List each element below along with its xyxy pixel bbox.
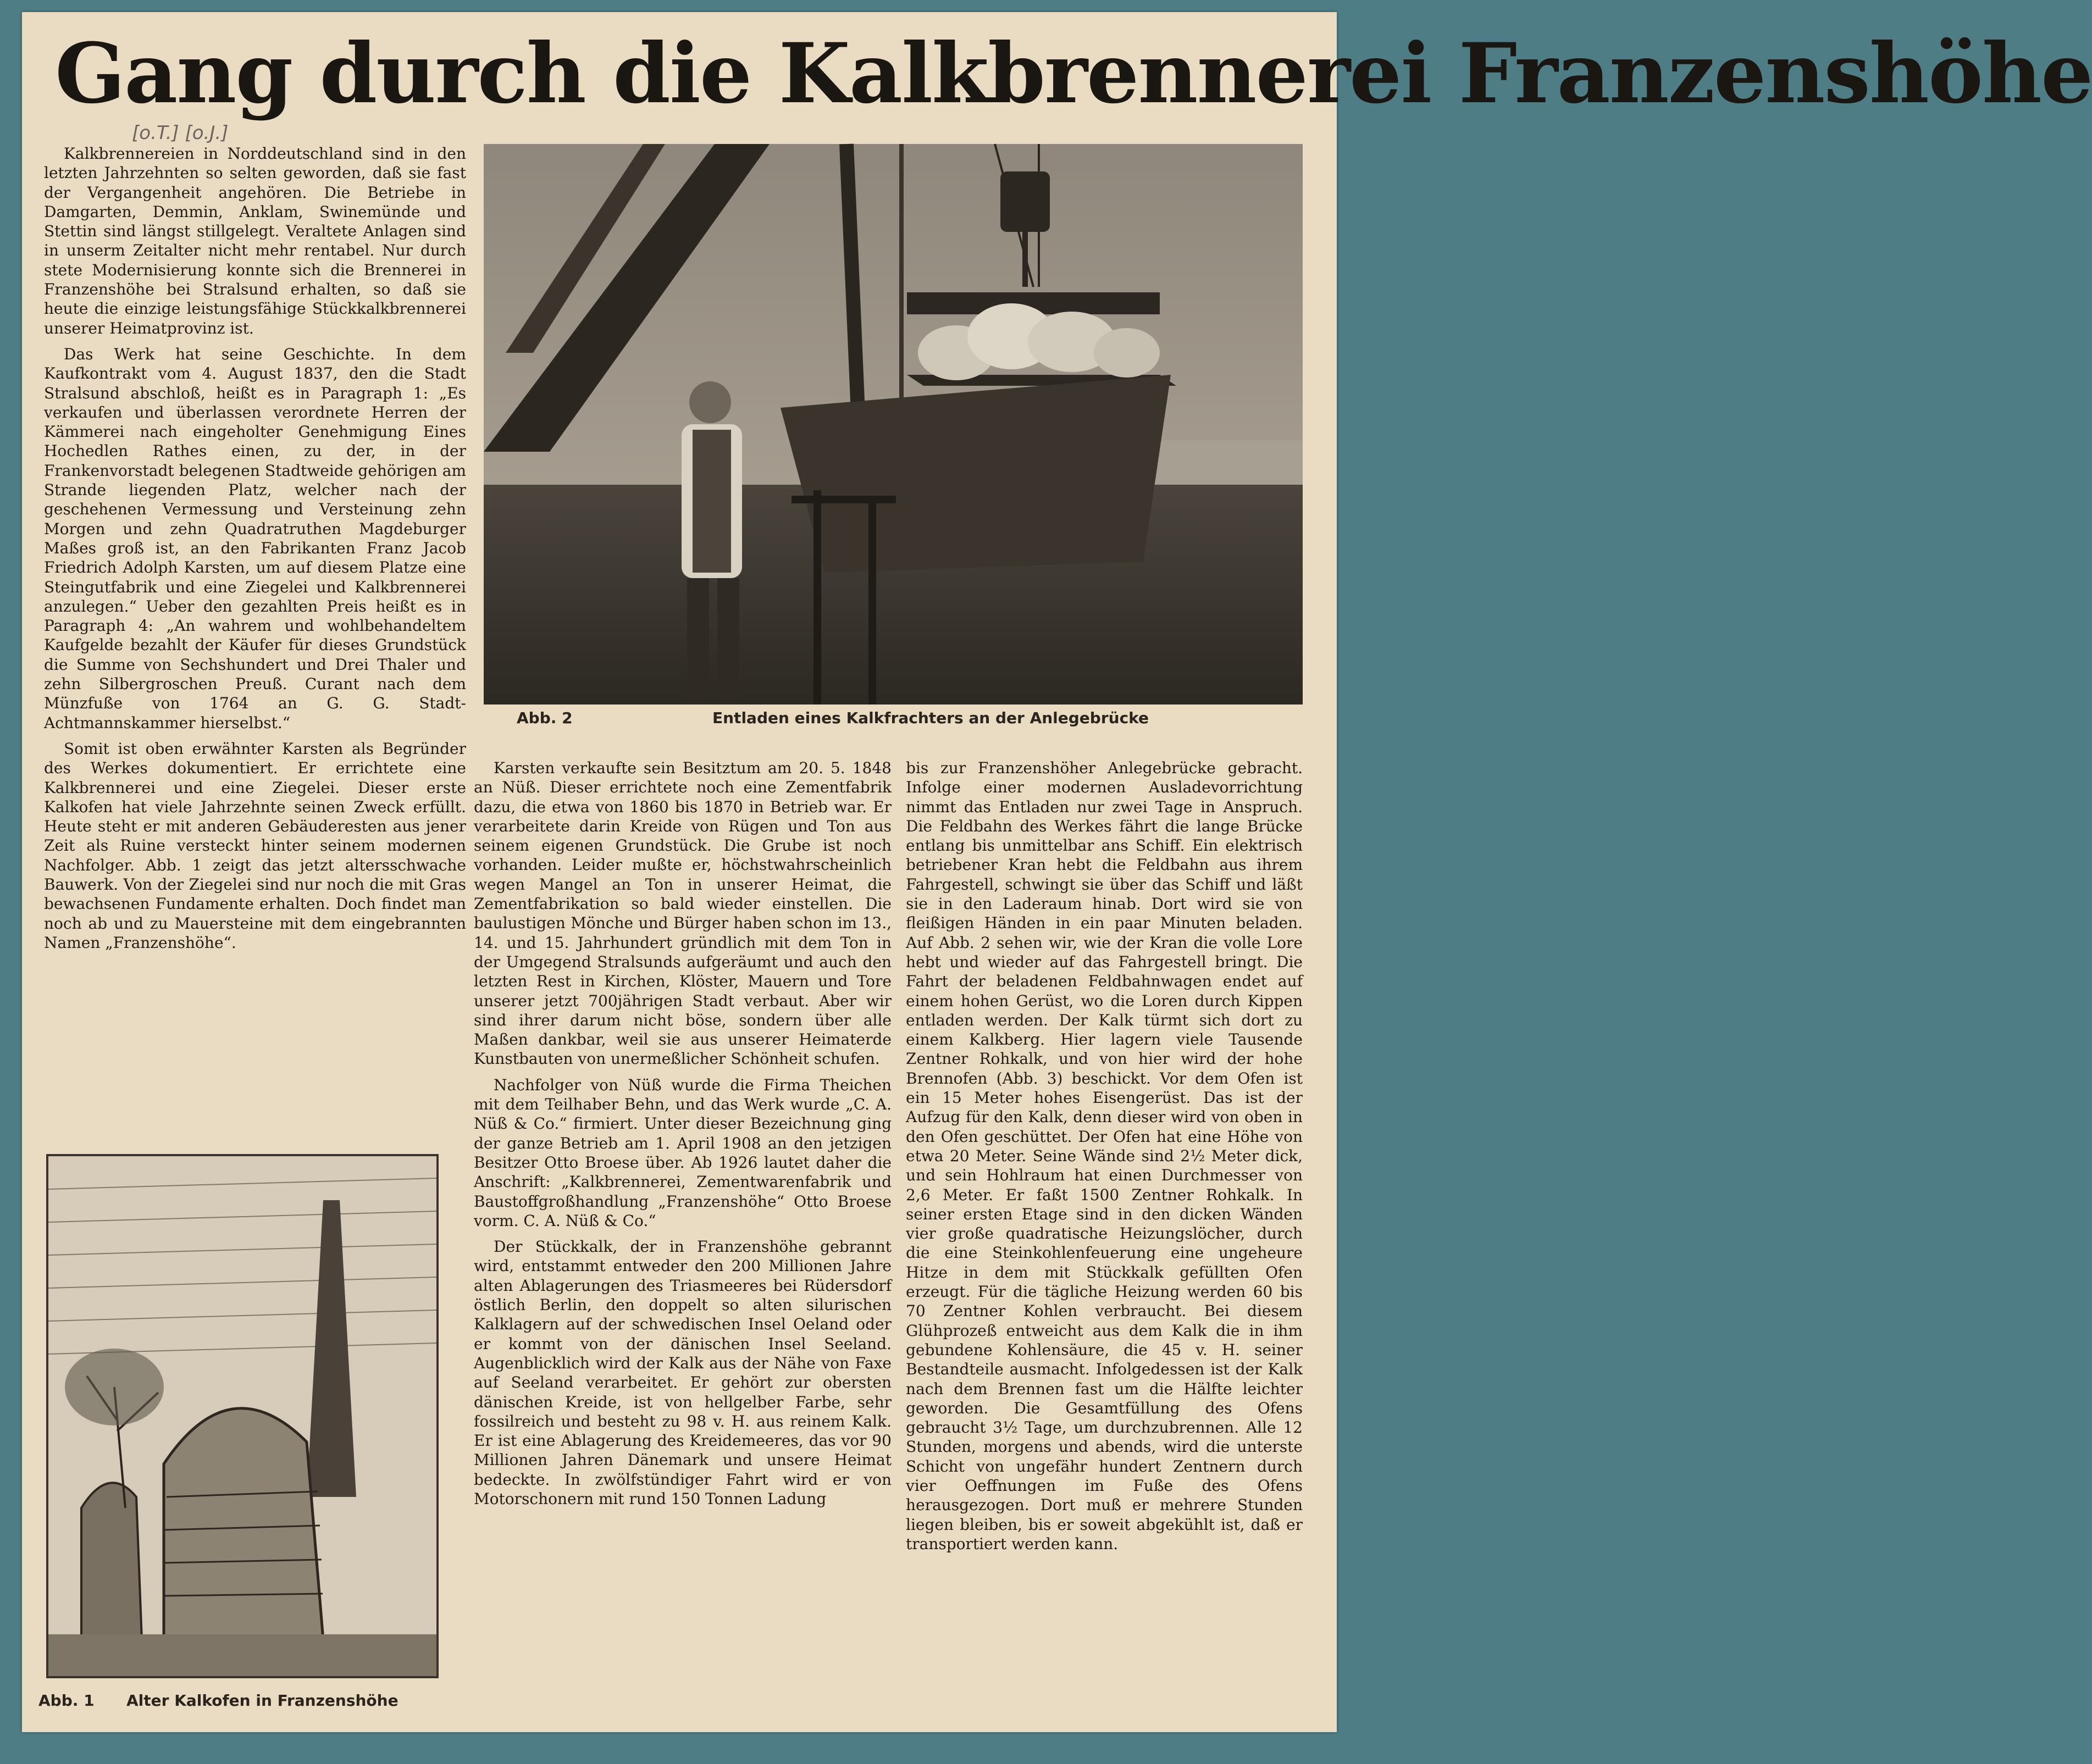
paragraph: Somit ist oben erwähnter Karsten als Begründer des Werkes dokumentiert. Er errichtete eine Kalkbrennerei und eine Ziegelei. Dieser erste Kalkofen hat viele Jahrzehnte seinen Zweck erfüllt. Heute steht er mit anderen Gebäuderesten aus jener Zeit als Ruine versteckt hinter seinem modernen Nachfolger. Abb. 1 zeigt das jetzt altersschwache Bauwerk. Von der Ziegelei sind nur noch die mit Gras bewachsenen Fundamente erhalten. Doch findet man noch ab und zu Mauersteine mit dem eingebrannten Namen „Franzenshöhe“. [44, 739, 466, 952]
figure-1-label: Abb. 1 [38, 1691, 95, 1710]
paragraph: Karsten verkaufte sein Besitztum am 20. 5. 1848 an Nüß. Dieser errichtete noch eine Zementfabrik dazu, die etwa von 1860 bis 1870 in Betrieb war. Er verarbeitete darin Kreide von Rügen und Ton aus seinem eigenen Grundstück. Die Grube ist noch vorhanden. Leider mußte er, höchstwahrscheinlich wegen Mangel an Ton in unserer Heimat, die Zementfabrikation so bald wieder einstellen. Die baulustigen Mönche und Bürger haben schon im 13., 14. und 15. Jahrhundert gründlich mit dem Ton in der Umgegend Stralsunds aufgeräumt und auch den letzten Rest in Kirchen, Klöster, Mauern und Tore unserer jetzt 700jährigen Stadt verbaut. Aber wir sind ihrer darum nicht böse, sondern über alle Maßen dankbar, weil sie aus unserer Heimaterde Kunstbauten von unermeßlicher Schönheit schufen. [474, 759, 892, 1068]
headline: Gang durch die Kalkbrennerei Franzenshöhe [55, 25, 2092, 122]
figure-2-label: Abb. 2 [517, 709, 573, 727]
paragraph: bis zur Franzenshöher Anlegebrücke gebracht. Infolge einer modernen Ausladevorrichtung nimmt das Entladen nur zwei Tage in Anspruch. Die Feldbahn des Werkes fährt die lange Brücke entlang bis unmittelbar ans Schiff. Ein elektrisch betriebener Kran hebt die Feldbahn aus ihrem Fahrgestell, schwingt sie über das Schiff und läßt sie in den Laderaum hinab. Dort wird sie von fleißigen Händen in ein paar Minuten beladen. Auf Abb. 2 sehen wir, wie der Kran die volle Lore hebt und wieder auf das Fahrgestell bringt. Die Fahrt der beladenen Feldbahnwagen endet auf einem hohen Gerüst, wo die Loren durch Kippen entladen werden. Der Kalk türmt sich dort zu einem Kalkberg. Hier lagern viele Tausende Zentner Rohkalk, und von hier wird der hohe Brennofen (Abb. 3) beschickt. Vor dem Ofen ist ein 15 Meter hohes Eisengerüst. Das ist der Aufzug für den Kalk, denn dieser wird von oben in den Ofen geschüttet. Der Ofen hat eine Höhe von etwa 20 Meter. Seine Wände sind 2½ Meter dick, und sein Hohlraum hat einen Durchmesser von 2,6 Meter. Er faßt 1500 Zentner Rohkalk. In seiner ersten Etage sind in den dicken Wänden vier große quadratische Heizungslöcher, durch die eine Steinkohlenfeuerung eine ungeheure Hitze in dem mit Stückkalk gefüllten Ofen erzeugt. Für die tägliche Heizung werden 60 bis 70 Zentner Kohlen verbraucht. Bei diesem Glühprozeß entweicht aus dem Kalk die in ihm gebundene Kohlensäure, die 45 v. H. seiner Bestandteile ausmacht. Infolgedessen ist der Kalk nach dem Brennen fast um die Hälfte leichter geworden. Die Gesamtfüllung des Ofens gebraucht 3½ Tage, um durchzubrennen. Alle 12 Stunden, morgens und abends, wird die unterste Schicht von ungefähr hundert Zentnern durch vier Oeffnungen im Fuße des Ofens herausgezogen. Dort muß er mehrere Stunden liegen bleiben, bis er soweit abgekühlt ist, daß er transportiert werden kann. [906, 759, 1303, 1553]
figure-2-caption: Entladen eines Kalkfrachters an der Anlegebrücke [712, 709, 1149, 727]
figure-1-caption: Alter Kalkofen in Franzenshöhe [126, 1691, 399, 1710]
newspaper-clipping [22, 12, 2092, 1732]
paragraph: Der Stückkalk, der in Franzenshöhe gebrannt wird, entstammt entweder den 200 Millionen Jahre alten Ablagerungen des Triasmeeres bei Rüdersdorf östlich Berlin, den doppelt so alten silurischen Kalklagern auf der schwedischen Insel Oeland oder er kommt von der dänischen Insel Seeland. Augenblicklich wird der Kalk aus der Nähe von Faxe auf Seeland verarbeitet. Er gehört zur obersten dänischen Kreide, ist von hellgelber Farbe, sehr fossilreich und besteht zu 98 v. H. aus reinem Kalk. Er ist eine Ablagerung des Kreidemeeres, das vor 90 Millionen Jahren Dänemark und unsere Heimat bedeckte. In zwölfstündiger Fahrt wird er von Motorschonern mit rund 150 Tonnen Ladung [474, 1238, 892, 1508]
article-column-2 [474, 758, 892, 1515]
paragraph: Kalkbrennereien in Norddeutschland sind in den letzten Jahrzehnten so selten geworden, daß sie fast der Vergangenheit angehören. Die Betriebe in Damgarten, Demmin, Anklam, Swinemünde und Stettin sind längst stillgelegt. Veraltete Anlagen sind in unserm Zeitalter nicht mehr rentabel. Nur durch stete Modernisierung konnte sich die Brennerei in Franzenshöhe bei Stralsund erhalten, so daß sie heute die einzige leistungsfähige Stückkalkbrennerei unserer Heimatprovinz ist. [44, 145, 466, 337]
paragraph: Nachfolger von Nüß wurde die Firma Theichen mit dem Teilhaber Behn, und das Werk wurde „C. A. Nüß & Co.“ firmiert. Unter dieser Bezeichnung ging der ganze Betrieb am 1. April 1908 an den jetzigen Besitzer Otto Broese über. Ab 1926 lautet daher die Anschrift: „Kalkbrennerei, Zementwarenfabrik und Baustoffgroßhandlung „Franzenshöhe“ Otto Broese vorm. C. A. Nüß & Co.“ [474, 1075, 892, 1230]
article-column-3 [906, 758, 1303, 1560]
pencil-annotation: [o.T.] [o.J.] [132, 122, 229, 144]
article-column-1 [44, 144, 466, 959]
drawing-old-lime-kiln [46, 1154, 439, 1678]
paragraph: Das Werk hat seine Geschichte. In dem Kaufkontrakt vom 4. August 1837, den die Stadt Stralsund abschloß, heißt es in Paragraph 1: „Es verkaufen und überlassen verordnete Herren der Kämmerei nach eingeholter Genehmigung Eines Hochedlen Rathes einen, zu der, in der Frankenvorstadt belegenen Stadtweide gehörigen am Strande liegenden Platz, welcher nach der geschehenen Vermessung und Versteinung zehn Morgen und zehn Quadratruthen Magdeburger Maßes groß ist, an den Fabrikanten Franz Jacob Friedrich Adolph Karsten, um auf diesem Platze eine Steingutfabrik und eine Ziegelei und Kalkbrennerei anzulegen.“ Ueber den gezahlten Preis heißt es in Paragraph 4: „An wahrem und wohlbehandeltem Kaufgelde bezahlt der Käufer für dieses Grundstück die Summe von Sechshundert und Drei Thaler und zehn Silbergroschen Preuß. Curant nach dem Münzfuße von 1764 an G. G. Stadt-Achtmannskammer hierselbst.“ [44, 345, 466, 732]
photo-unloading-freighter [484, 144, 1303, 705]
